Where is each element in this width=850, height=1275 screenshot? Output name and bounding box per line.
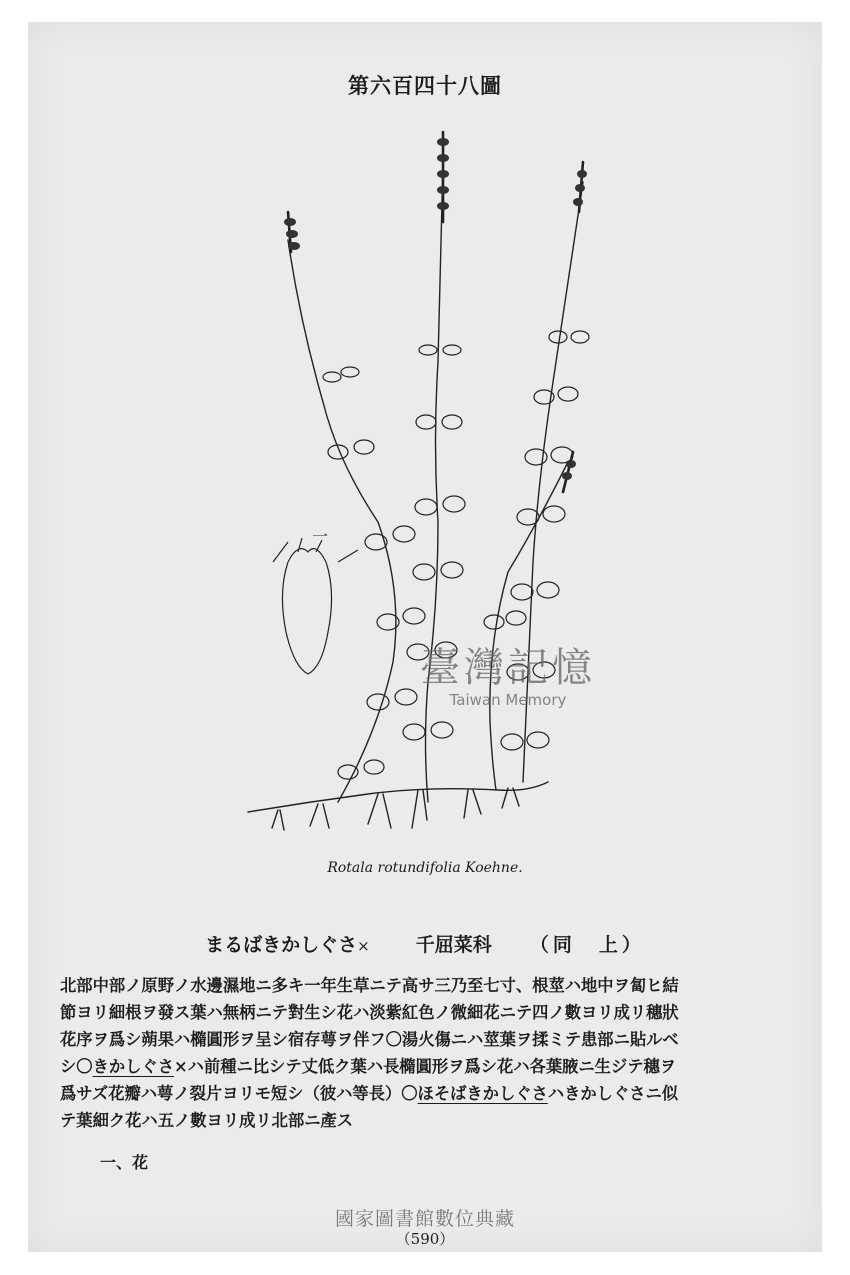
watermark-english: Taiwan Memory (449, 691, 567, 709)
japanese-name: まるばきかしぐさ (205, 934, 358, 956)
description-line: 花序ヲ爲シ蒴果ハ橢圓形ヲ呈シ宿存萼ヲ伴フ〇湯火傷ニハ莖葉ヲ揉ミテ患部ニ貼ルベ (60, 1030, 679, 1049)
botanical-illustration (228, 122, 628, 862)
scanned-page (28, 22, 822, 1252)
description-line: シ〇きかしぐさ×ハ前種ニ比シテ丈低ク葉ハ長橢圓形ヲ爲シ花ハ各葉腋ニ生ジテ穗ヲ (60, 1057, 677, 1076)
description-line: 北部中部ノ原野ノ水邊濕地ニ多キ一年生草ニテ高サ三乃至七寸、根莖ハ地中ヲ匐ヒ結 (60, 976, 679, 995)
description-line: 節ヨリ細根ヲ發ス葉ハ無柄ニテ對生シ花ハ淡紫紅色ノ微細花ニテ四ノ數ヨリ成リ穗狀 (60, 1003, 679, 1022)
species-caption: Rotala rotundifolia Koehne. (327, 860, 523, 876)
watermark-chinese: 臺灣記憶 (420, 645, 596, 691)
ditto-note: （同 上） (529, 934, 645, 956)
cross-mark: × (357, 937, 370, 955)
description-line: テ葉細ク花ハ五ノ數ヨリ成リ北部ニ產ス (60, 1111, 354, 1130)
description-text (60, 972, 800, 1134)
footer-watermark: 國家圖書館數位典藏 (334, 1208, 515, 1230)
family-name: 千屈菜科 (415, 934, 492, 956)
species-reference: ほそばきかしぐさ (417, 1084, 548, 1103)
species-heading (28, 930, 822, 957)
watermark (420, 636, 596, 709)
species-reference: きかしぐさ (92, 1057, 174, 1076)
figure-label: 一 (312, 527, 329, 546)
description-line: 爲サズ花瓣ハ萼ノ裂片ヨリモ短シ（彼ハ等長）〇ほそばきかしぐさハきかしぐさニ似 (60, 1084, 679, 1103)
page-number: （590） (395, 1230, 455, 1248)
plate-title: 第六百四十八圖 (348, 73, 502, 98)
figure-note: 一、花 (100, 1153, 149, 1172)
